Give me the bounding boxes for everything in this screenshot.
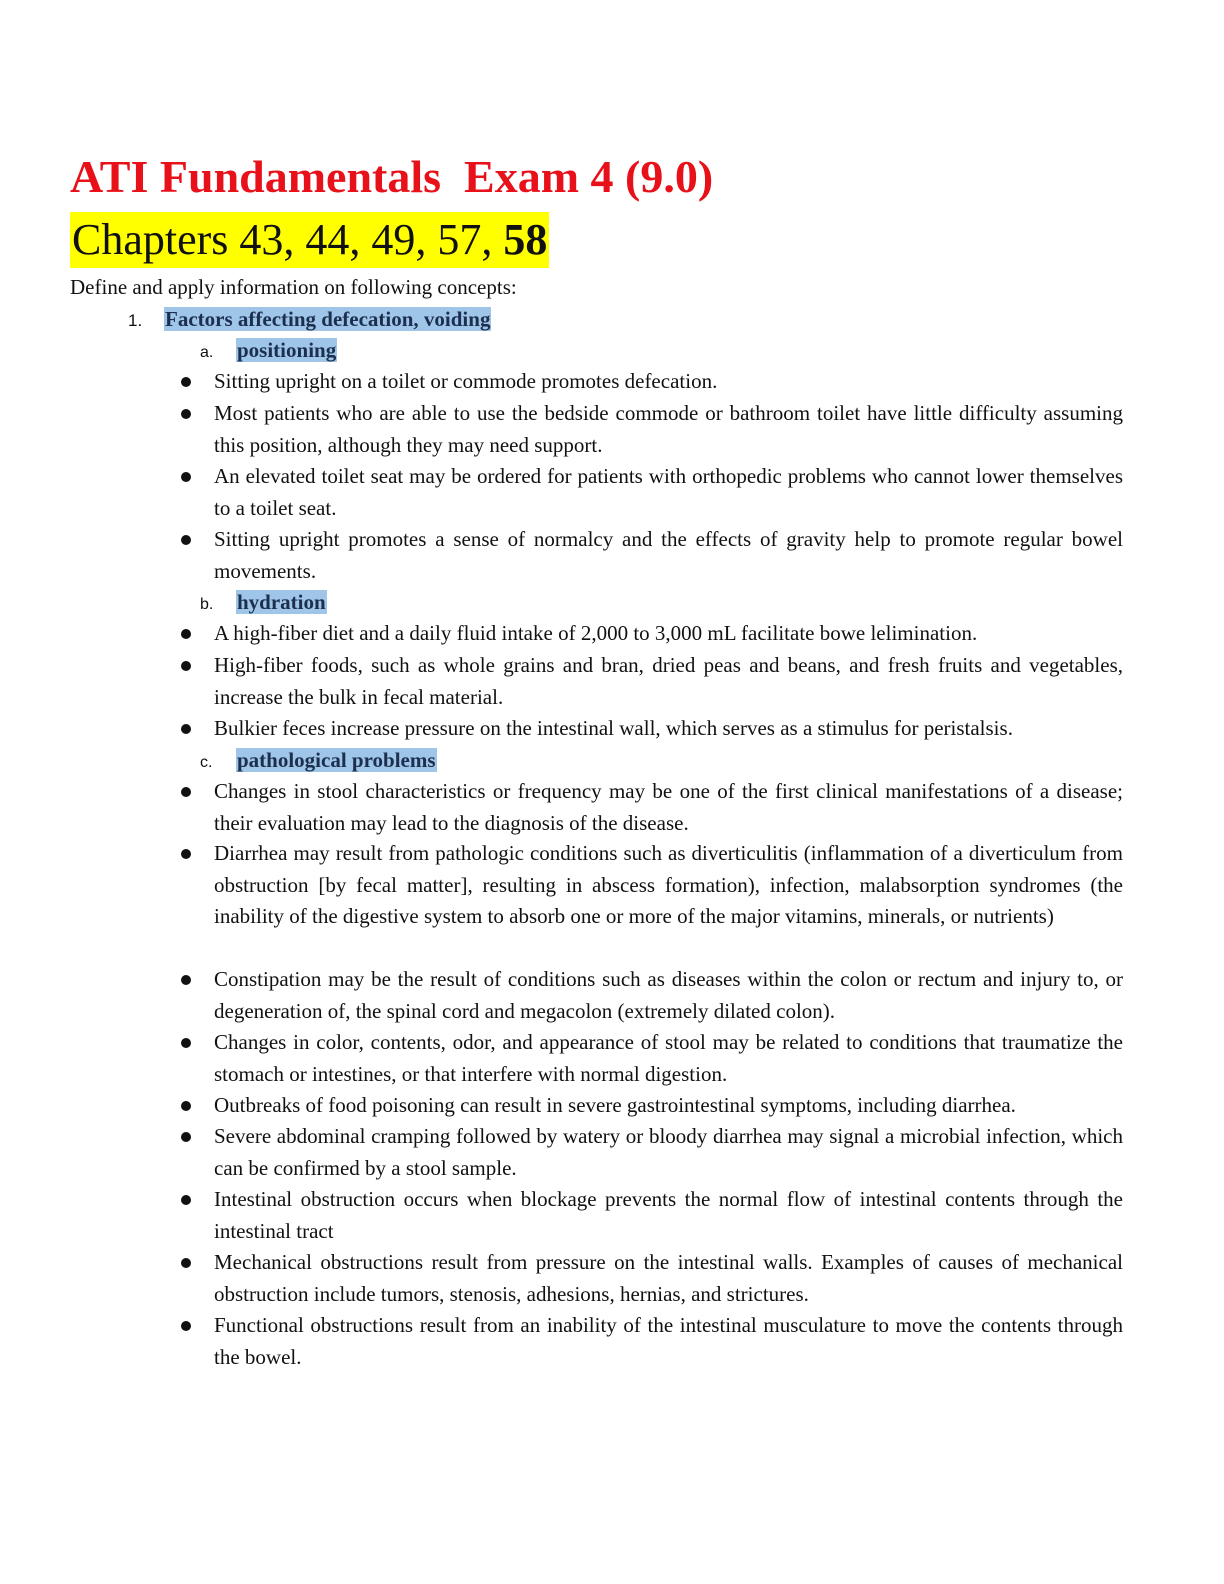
list-item — [181, 1247, 1123, 1310]
list-item — [181, 1121, 1123, 1184]
list-item-text: Diarrhea may result from pathologic conditions such as diverticulitis (inflammation of a diverticulum from obstruction [by fecal matter], resulting in abscess formation), infection, malabsorption syndromes (the inability of the digestive system to absorb one or more of the major vitamins, minerals, or nutrients) — [214, 841, 1123, 928]
list-item — [181, 650, 1123, 713]
list-item-text: Bulkier feces increase pressure on the intestinal wall, which serves as a stimulus for peristalsis. — [214, 716, 1013, 740]
bullet-icon — [181, 1258, 191, 1268]
list-item-text: An elevated toilet seat may be ordered for patients with orthopedic problems who cannot lower themselves to a toilet seat. — [214, 464, 1123, 520]
list-item — [181, 1027, 1123, 1090]
section-1-heading — [128, 304, 491, 336]
chapters-list: Chapters 43, 44, 49, 57, — [72, 215, 504, 264]
list-item — [181, 524, 1123, 587]
list-item-text: Functional obstructions result from an inability of the intestinal musculature to move the contents through the bowel. — [214, 1313, 1123, 1369]
list-item-text: Mechanical obstructions result from pressure on the intestinal walls. Examples of causes of mechanical obstruction include tumors, stenosis, adhesions, hernias, and strictures. — [214, 1250, 1123, 1306]
list-item — [181, 618, 1123, 650]
bullet-icon — [181, 535, 191, 545]
bullet-icon — [181, 629, 191, 639]
list-item-text: Constipation may be the result of conditions such as diseases within the colon or rectum and injury to, or degeneration of, the spinal cord and megacolon (extremely dilated colon). — [214, 967, 1123, 1023]
intro-text: Define and apply information on following concepts: — [70, 275, 517, 299]
section-1-marker: 1. — [128, 311, 143, 330]
bullet-icon — [181, 787, 191, 797]
list-item-text: Sitting upright promotes a sense of normalcy and the effects of gravity help to promote regular bowel movements. — [214, 527, 1123, 583]
list-item-text: Outbreaks of food poisoning can result in severe gastrointestinal symptoms, including diarrhea. — [214, 1093, 1016, 1117]
list-item — [181, 1184, 1123, 1247]
subsection-c-label: pathological problems — [237, 748, 436, 772]
bullet-icon — [181, 724, 191, 734]
list-item — [181, 366, 1123, 398]
section-1-label: Factors affecting defecation, voiding — [165, 307, 491, 331]
list-item — [181, 776, 1123, 839]
list-item — [181, 964, 1123, 1027]
bullet-icon — [181, 409, 191, 419]
document-title: ATI Fundamentals Exam 4 (9.0) — [70, 151, 714, 202]
list-item — [181, 1090, 1123, 1122]
bullet-icon — [181, 1101, 191, 1111]
list-item — [181, 838, 1123, 933]
list-item-text: Sitting upright on a toilet or commode promotes defecation. — [214, 369, 718, 393]
list-item — [181, 461, 1123, 524]
subsection-c-heading — [200, 745, 437, 778]
bullet-icon — [181, 472, 191, 482]
bullet-icon — [181, 1321, 191, 1331]
list-item — [181, 713, 1123, 745]
list-item-text: High-fiber foods, such as whole grains and bran, dried peas and beans, and fresh fruits and vegetables, increase the bulk in fecal material. — [214, 653, 1123, 709]
bullet-icon — [181, 849, 191, 859]
subsection-a-heading — [200, 335, 337, 368]
subsection-b-marker: b. — [200, 596, 214, 613]
list-item-text: Changes in stool characteristics or frequency may be one of the first clinical manifestations of a disease; their evaluation may lead to the diagnosis of the disease. — [214, 779, 1123, 835]
list-item-text: Intestinal obstruction occurs when blockage prevents the normal flow of intestinal contents through the intestinal tract — [214, 1187, 1123, 1243]
subsection-b-label: hydration — [237, 590, 326, 614]
list-item — [181, 398, 1123, 461]
subsection-a-label: positioning — [237, 338, 337, 362]
bullet-icon — [181, 1038, 191, 1048]
subsection-a-marker: a. — [200, 344, 214, 361]
chapters-last: 58 — [503, 215, 548, 264]
list-item-text: Changes in color, contents, odor, and appearance of stool may be related to conditions that traumatize the stomach or intestines, or that interfere with normal digestion. — [214, 1030, 1123, 1086]
subsection-b-heading — [200, 587, 327, 620]
list-item-text: Most patients who are able to use the bedside commode or bathroom toilet have little difficulty assuming this position, although they may need support. — [214, 401, 1123, 457]
list-item-text: A high-fiber diet and a daily fluid intake of 2,000 to 3,000 mL facilitate bowe lelimination. — [214, 621, 978, 645]
bullet-icon — [181, 1132, 191, 1142]
bullet-icon — [181, 661, 191, 671]
bullet-icon — [181, 975, 191, 985]
chapters-heading — [70, 212, 549, 268]
list-item-text: Severe abdominal cramping followed by watery or bloody diarrhea may signal a microbial infection, which can be confirmed by a stool sample. — [214, 1124, 1123, 1180]
bullet-icon — [181, 1195, 191, 1205]
bullet-icon — [181, 377, 191, 387]
list-item — [181, 1310, 1123, 1373]
subsection-c-marker: c. — [200, 754, 213, 771]
